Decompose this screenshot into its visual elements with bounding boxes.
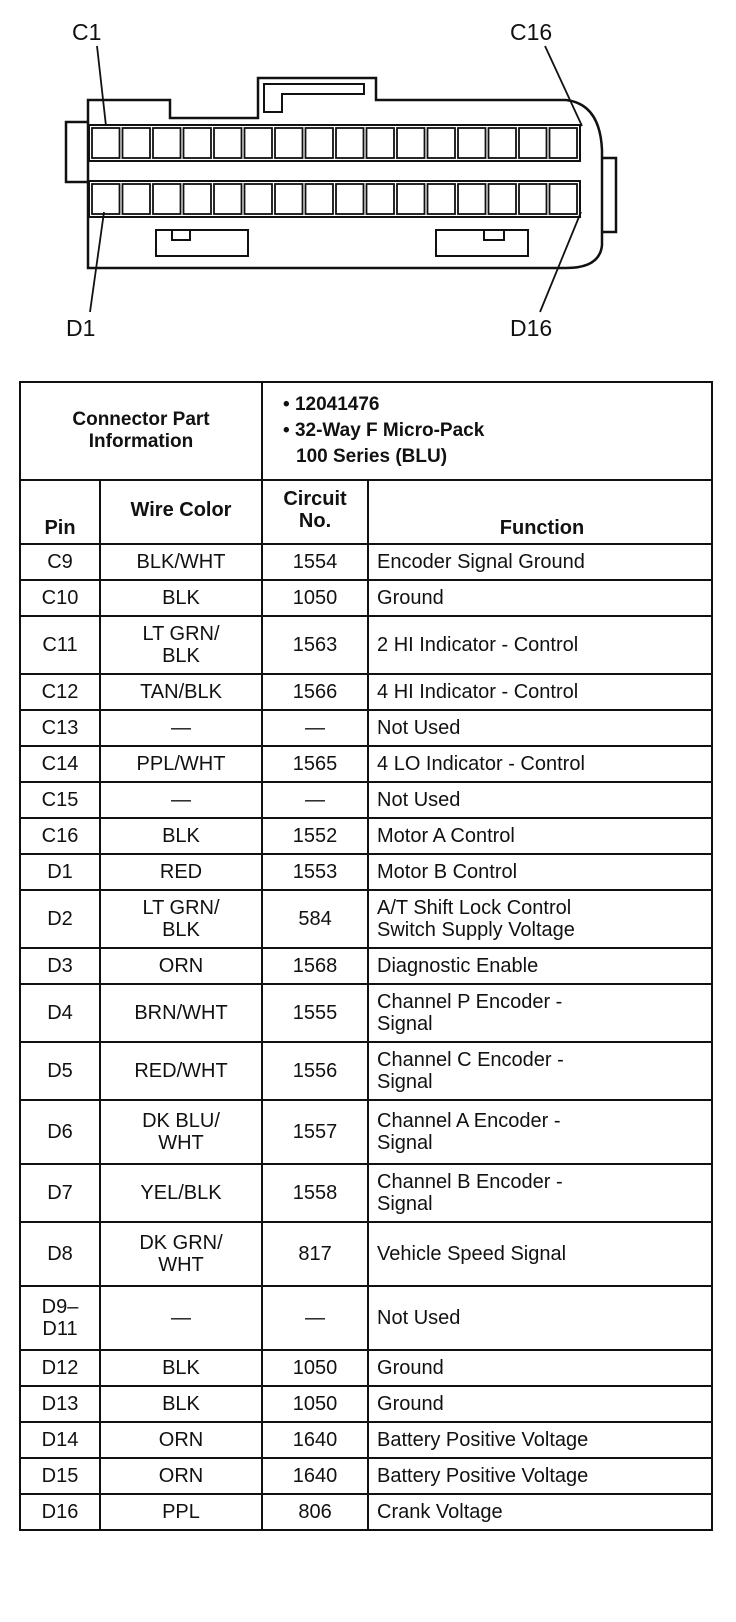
- cell-circuit-no: 1566: [262, 674, 368, 710]
- cell-circuit-no: 1558: [262, 1164, 368, 1222]
- cell-pin: C15: [20, 782, 100, 818]
- cell-function: Encoder Signal Ground: [368, 544, 712, 580]
- cell-circuit-no: 1556: [262, 1042, 368, 1100]
- cell-wire-color: BRN/WHT: [100, 984, 262, 1042]
- cell-function: Battery Positive Voltage: [368, 1458, 712, 1494]
- cell-function: 2 HI Indicator - Control: [368, 616, 712, 674]
- cell-wire-color: RED: [100, 854, 262, 890]
- table-row: [20, 1164, 712, 1222]
- cell-pin: D8: [20, 1222, 100, 1286]
- table-row: [20, 616, 712, 674]
- cavity-d-9: [336, 184, 364, 214]
- table-row: [20, 948, 712, 984]
- cell-circuit-no: 1563: [262, 616, 368, 674]
- cell-wire-color: ORN: [100, 948, 262, 984]
- cell-wire-color: RED/WHT: [100, 1042, 262, 1100]
- cavity-c-8: [306, 128, 334, 158]
- cell-function: Ground: [368, 580, 712, 616]
- c1-leader-line: [97, 46, 106, 126]
- header-circuit-line2: No.: [298, 510, 332, 532]
- cavity-d-7: [275, 184, 303, 214]
- cell-circuit-no: —: [262, 710, 368, 746]
- cell-pin: D2: [20, 890, 100, 948]
- cavity-d-16: [550, 184, 578, 214]
- cell-circuit-no: 1640: [262, 1458, 368, 1494]
- cavity-c-16: [550, 128, 578, 158]
- d16-leader-line: [540, 212, 581, 312]
- table-row: [20, 1222, 712, 1286]
- table-row: [20, 710, 712, 746]
- cell-circuit-no: 806: [262, 1494, 368, 1530]
- cell-function: Channel A Encoder - Signal: [368, 1100, 712, 1164]
- cell-pin: D9– D11: [20, 1286, 100, 1350]
- table-row: [20, 1100, 712, 1164]
- cell-function: Motor B Control: [368, 854, 712, 890]
- cell-function: A/T Shift Lock Control Switch Supply Voltage: [368, 890, 712, 948]
- cell-function: 4 HI Indicator - Control: [368, 674, 712, 710]
- column-header-row: [20, 480, 712, 544]
- cell-circuit-no: 1552: [262, 818, 368, 854]
- label-d16: D16: [510, 315, 553, 341]
- cavity-c-13: [458, 128, 486, 158]
- cavity-d-3: [153, 184, 181, 214]
- cavity-c-12: [428, 128, 456, 158]
- cell-pin: D13: [20, 1386, 100, 1422]
- cell-wire-color: PPL: [100, 1494, 262, 1530]
- table-row: [20, 782, 712, 818]
- cavity-c-5: [214, 128, 242, 158]
- cell-pin: D7: [20, 1164, 100, 1222]
- cell-wire-color: TAN/BLK: [100, 674, 262, 710]
- cavity-d-13: [458, 184, 486, 214]
- cavity-c-6: [245, 128, 273, 158]
- header-circuit-no: [262, 480, 368, 544]
- cell-wire-color: —: [100, 1286, 262, 1350]
- connector-right-key: [436, 230, 528, 256]
- cell-wire-color: BLK/WHT: [100, 544, 262, 580]
- cell-function: Battery Positive Voltage: [368, 1422, 712, 1458]
- cavity-c-10: [367, 128, 395, 158]
- cavity-c-2: [123, 128, 151, 158]
- cell-wire-color: —: [100, 710, 262, 746]
- cavity-d-8: [306, 184, 334, 214]
- connector-diagram: [0, 0, 736, 360]
- cavity-c-9: [336, 128, 364, 158]
- label-c1: C1: [72, 19, 102, 45]
- cell-wire-color: LT GRN/ BLK: [100, 616, 262, 674]
- connector-body: [88, 78, 602, 268]
- cell-circuit-no: 584: [262, 890, 368, 948]
- cell-wire-color: BLK: [100, 1350, 262, 1386]
- cell-function: Not Used: [368, 710, 712, 746]
- connector-right-ear: [602, 158, 616, 232]
- cell-pin: D15: [20, 1458, 100, 1494]
- cell-circuit-no: 1640: [262, 1422, 368, 1458]
- cavity-c-14: [489, 128, 517, 158]
- cavity-d-4: [184, 184, 212, 214]
- cell-wire-color: DK GRN/ WHT: [100, 1222, 262, 1286]
- part-info-values: [262, 382, 712, 480]
- part-info-label: Connector Part Information: [20, 382, 262, 480]
- cell-pin: C12: [20, 674, 100, 710]
- table-row: [20, 984, 712, 1042]
- cavity-c-3: [153, 128, 181, 158]
- d1-leader-line: [90, 212, 104, 312]
- cell-function: Ground: [368, 1386, 712, 1422]
- cavity-c-1: [92, 128, 120, 158]
- cell-pin: C11: [20, 616, 100, 674]
- cavity-d-15: [519, 184, 547, 214]
- connector-latch: [264, 84, 364, 112]
- cell-circuit-no: 1557: [262, 1100, 368, 1164]
- cell-wire-color: ORN: [100, 1458, 262, 1494]
- cell-wire-color: LT GRN/ BLK: [100, 890, 262, 948]
- cell-wire-color: BLK: [100, 580, 262, 616]
- label-d1: D1: [66, 315, 96, 341]
- cell-wire-color: YEL/BLK: [100, 1164, 262, 1222]
- cell-pin: C14: [20, 746, 100, 782]
- cavity-d-5: [214, 184, 242, 214]
- cavity-d-2: [123, 184, 151, 214]
- cell-pin: D5: [20, 1042, 100, 1100]
- connector-left-key: [156, 230, 248, 256]
- cell-pin: D4: [20, 984, 100, 1042]
- cell-pin: D16: [20, 1494, 100, 1530]
- cell-pin: D6: [20, 1100, 100, 1164]
- row-d-outline: [89, 181, 580, 217]
- table-row: [20, 1042, 712, 1100]
- cell-pin: C13: [20, 710, 100, 746]
- cell-wire-color: —: [100, 782, 262, 818]
- cell-function: Channel C Encoder - Signal: [368, 1042, 712, 1100]
- table-row: [20, 1458, 712, 1494]
- cell-wire-color: BLK: [100, 818, 262, 854]
- cell-pin: D1: [20, 854, 100, 890]
- cell-function: Not Used: [368, 782, 712, 818]
- cell-circuit-no: 1568: [262, 948, 368, 984]
- cell-circuit-no: 1565: [262, 746, 368, 782]
- table-row: [20, 674, 712, 710]
- table-row: [20, 1286, 712, 1350]
- connector-left-ear: [66, 122, 88, 182]
- cavity-c-4: [184, 128, 212, 158]
- cell-function: Channel P Encoder - Signal: [368, 984, 712, 1042]
- cavity-d-11: [397, 184, 425, 214]
- cell-function: Channel B Encoder - Signal: [368, 1164, 712, 1222]
- cell-circuit-no: 1050: [262, 1386, 368, 1422]
- part-number: • 12041476: [283, 394, 380, 415]
- cell-circuit-no: 817: [262, 1222, 368, 1286]
- cell-function: Motor A Control: [368, 818, 712, 854]
- cell-circuit-no: 1555: [262, 984, 368, 1042]
- cell-pin: C16: [20, 818, 100, 854]
- cell-wire-color: ORN: [100, 1422, 262, 1458]
- table-row: [20, 890, 712, 948]
- cell-function: Ground: [368, 1350, 712, 1386]
- cell-pin: D3: [20, 948, 100, 984]
- c16-leader-line: [545, 46, 582, 126]
- table-row: [20, 1494, 712, 1530]
- cell-function: Not Used: [368, 1286, 712, 1350]
- cell-function: 4 LO Indicator - Control: [368, 746, 712, 782]
- table-row: [20, 818, 712, 854]
- part-info-row: [20, 382, 712, 480]
- cavity-d-10: [367, 184, 395, 214]
- table-row: [20, 854, 712, 890]
- table-row: [20, 544, 712, 580]
- row-d-cavities: [89, 181, 580, 217]
- cell-wire-color: PPL/WHT: [100, 746, 262, 782]
- cell-circuit-no: 1553: [262, 854, 368, 890]
- cell-function: Crank Voltage: [368, 1494, 712, 1530]
- cell-pin: D14: [20, 1422, 100, 1458]
- cell-wire-color: DK BLU/ WHT: [100, 1100, 262, 1164]
- cell-pin: C10: [20, 580, 100, 616]
- cell-function: Vehicle Speed Signal: [368, 1222, 712, 1286]
- table-row: [20, 746, 712, 782]
- cell-pin: D12: [20, 1350, 100, 1386]
- table-row: [20, 580, 712, 616]
- cavity-d-1: [92, 184, 120, 214]
- cell-circuit-no: —: [262, 1286, 368, 1350]
- label-c16: C16: [510, 19, 553, 45]
- cavity-d-14: [489, 184, 517, 214]
- cell-circuit-no: 1050: [262, 1350, 368, 1386]
- row-c-cavities: [89, 125, 580, 161]
- cell-pin: C9: [20, 544, 100, 580]
- part-series: 100 Series (BLU): [296, 446, 448, 467]
- header-wire-color: Wire Color: [100, 480, 262, 544]
- cavity-d-6: [245, 184, 273, 214]
- cavity-c-7: [275, 128, 303, 158]
- cell-circuit-no: —: [262, 782, 368, 818]
- row-c-outline: [89, 125, 580, 161]
- table-row: [20, 1422, 712, 1458]
- cavity-c-15: [519, 128, 547, 158]
- connector-info-table: [19, 381, 713, 1531]
- cell-wire-color: BLK: [100, 1386, 262, 1422]
- table-row: [20, 1350, 712, 1386]
- header-function: Function: [368, 480, 712, 544]
- header-pin: Pin: [20, 480, 100, 544]
- cell-function: Diagnostic Enable: [368, 948, 712, 984]
- cell-circuit-no: 1554: [262, 544, 368, 580]
- part-description: • 32-Way F Micro-Pack: [283, 420, 485, 441]
- cavity-d-12: [428, 184, 456, 214]
- cavity-c-11: [397, 128, 425, 158]
- table-row: [20, 1386, 712, 1422]
- cell-circuit-no: 1050: [262, 580, 368, 616]
- header-circuit-line1: Circuit: [283, 488, 347, 510]
